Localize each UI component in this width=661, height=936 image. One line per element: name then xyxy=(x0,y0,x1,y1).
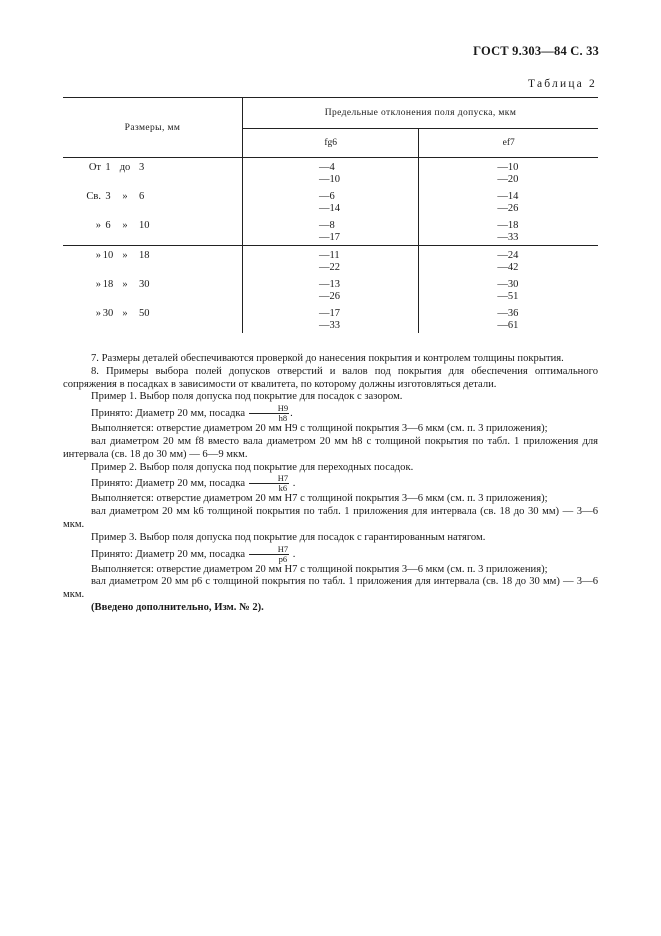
ef7-upper-deviation: —30 xyxy=(497,279,519,290)
body-text xyxy=(63,353,598,615)
table-row xyxy=(63,246,598,276)
size-prefix: От xyxy=(88,162,101,173)
example-2-execution-2: вал диаметром 20 мм k6 толщиной покрытия по табл. 1 приложения для интервала (св. 18 до 30 мм) — 3—6 мкм. xyxy=(63,506,598,530)
fg6-deviation-cell xyxy=(243,246,419,276)
fg6-lower-deviation: —17 xyxy=(319,231,340,243)
table-row xyxy=(63,187,598,216)
ef7-deviation-cell xyxy=(419,304,598,333)
fit-denominator-3: p6 xyxy=(278,553,288,564)
fit-denominator-2: k6 xyxy=(278,483,288,494)
ef7-deviation-cell xyxy=(419,187,598,216)
column-header-fg6: fg6 xyxy=(243,129,419,158)
size-range-cell xyxy=(63,304,243,333)
paragraph-8: 8. Примеры выбора полей допусков отверстий и валов под покрытия для обеспечения оптимального сопряжения в посадках в зависимости от квалитета, по которому должны изготовляться детали. xyxy=(63,365,598,390)
amendment-note: (Введено дополнительно, Изм. № 2). xyxy=(91,601,264,613)
example-1-title: Пример 1. Выбор поля допуска под покрытие для посадок с зазором. xyxy=(91,391,403,403)
fg6-lower-deviation: —22 xyxy=(319,261,340,273)
example-2-title: Пример 2. Выбор поля допуска под покрытие для переходных посадок. xyxy=(91,461,414,473)
page-header: ГОСТ 9.303—84 С. 33 xyxy=(473,44,599,58)
size-from: 6 xyxy=(105,220,111,231)
table-row xyxy=(63,304,598,333)
example-1-execution-2: вал диаметром 20 мм f8 вместо вала диаметром 20 мм h8 с толщиной покрытия по табл. 1 приложения для интервала (св. 18 до 30 мм) — 6—9 мкм. xyxy=(63,435,598,460)
size-connector: » xyxy=(122,191,128,202)
example-2-accepted xyxy=(63,474,598,493)
size-connector: до xyxy=(119,162,131,173)
fg6-upper-deviation: —8 xyxy=(319,220,335,231)
fg6-deviation-cell xyxy=(243,158,419,188)
deviation-group-header: Предельные отклонения поля допуска, мкм xyxy=(243,98,599,129)
fg6-upper-deviation: —17 xyxy=(319,308,340,319)
fit-denominator-1: h8 xyxy=(278,413,288,424)
example-3-accepted-text: Принято: Диаметр 20 мм, посадка xyxy=(91,548,246,560)
ef7-lower-deviation: —42 xyxy=(497,261,519,273)
size-from: 30 xyxy=(102,308,114,319)
size-range-cell xyxy=(63,216,243,246)
fit-fraction-1 xyxy=(249,404,289,423)
size-prefix: » xyxy=(95,308,101,319)
column-header-ef7: ef7 xyxy=(419,129,598,158)
ef7-deviation-cell xyxy=(419,246,598,276)
fg6-upper-deviation: —13 xyxy=(319,279,340,290)
fg6-deviation-cell xyxy=(243,187,419,216)
size-range-cell xyxy=(63,187,243,216)
ef7-deviation-cell xyxy=(419,216,598,246)
size-connector: » xyxy=(122,308,128,319)
ef7-upper-deviation: —36 xyxy=(497,308,519,319)
size-prefix: Св. xyxy=(86,191,101,202)
size-range-cell xyxy=(63,275,243,304)
size-range-cell xyxy=(63,158,243,188)
example-1-accepted xyxy=(63,404,598,423)
fit-fraction-3 xyxy=(249,545,289,564)
size-connector: » xyxy=(122,279,128,290)
fit-numerator-1: H9 xyxy=(249,404,289,414)
table-row xyxy=(63,275,598,304)
fg6-upper-deviation: —6 xyxy=(319,191,335,202)
example-1-execution-1: Выполняется: отверстие диаметром 20 мм H9 с толщиной покрытия 3—6 мкм (см. п. 3 приложения); xyxy=(91,423,548,435)
ef7-lower-deviation: —51 xyxy=(497,290,519,302)
size-from: 3 xyxy=(105,191,111,202)
size-prefix: » xyxy=(95,279,101,290)
size-from: 10 xyxy=(102,250,114,261)
fg6-deviation-cell xyxy=(243,275,419,304)
example-3-execution-2: вал диаметром 20 мм p6 с толщиной покрытия по табл. 1 приложения для интервала (св. 18 до 30 мм) — 3—6 мкм. xyxy=(63,576,598,601)
ef7-upper-deviation: —18 xyxy=(497,220,519,231)
fg6-deviation-cell xyxy=(243,216,419,246)
size-to: 50 xyxy=(139,308,150,319)
fit-fraction-2 xyxy=(249,474,289,493)
size-to: 3 xyxy=(139,162,145,173)
table-row xyxy=(63,216,598,246)
ef7-lower-deviation: —26 xyxy=(497,202,519,214)
size-prefix: » xyxy=(95,250,101,261)
ef7-lower-deviation: —20 xyxy=(497,173,519,185)
table-row xyxy=(63,158,598,188)
example-1-accepted-tail: . xyxy=(290,408,293,420)
size-from: 1 xyxy=(105,162,111,173)
size-connector: » xyxy=(122,250,128,261)
example-3-execution-1: Выполняется: отверстие диаметром 20 мм H7 с толщиной покрытия 3—6 мкм (см. п. 3 приложения); xyxy=(91,563,548,575)
fg6-lower-deviation: —10 xyxy=(319,173,340,185)
size-to: 10 xyxy=(139,220,150,231)
size-prefix: » xyxy=(95,220,101,231)
ef7-deviation-cell xyxy=(419,158,598,188)
example-2-execution-1: Выполняется: отверстие диаметром 20 мм H7 с толщиной покрытия 3—6 мкм (см. п. 3 приложения); xyxy=(91,493,548,505)
size-range-cell xyxy=(63,246,243,276)
ef7-upper-deviation: —10 xyxy=(497,162,519,173)
size-connector: » xyxy=(122,220,128,231)
fg6-lower-deviation: —26 xyxy=(319,290,340,302)
example-3-title: Пример 3. Выбор поля допуска под покрытие для посадок с гарантированным натягом. xyxy=(91,531,486,543)
example-3-accepted xyxy=(63,545,598,564)
example-3-accepted-tail: . xyxy=(292,548,296,560)
ef7-deviation-cell xyxy=(419,275,598,304)
size-to: 30 xyxy=(139,279,150,290)
size-from: 18 xyxy=(102,279,114,290)
example-2-accepted-text: Принято: Диаметр 20 мм, посадка xyxy=(91,478,246,490)
size-to: 18 xyxy=(139,250,150,261)
fit-numerator-2: H7 xyxy=(249,474,289,484)
ef7-upper-deviation: —24 xyxy=(497,250,519,261)
fg6-upper-deviation: —4 xyxy=(319,162,335,173)
fg6-upper-deviation: —11 xyxy=(319,250,340,261)
table-caption: Таблица 2 xyxy=(528,78,597,90)
example-2-accepted-tail: . xyxy=(292,478,296,490)
fit-numerator-3: H7 xyxy=(249,545,289,555)
size-column-header: Размеры, мм xyxy=(63,98,243,158)
paragraph-7: 7. Размеры деталей обеспечиваются проверкой до нанесения покрытия и контролем толщины покрытия. xyxy=(91,353,564,364)
fg6-lower-deviation: —14 xyxy=(319,202,340,214)
ef7-upper-deviation: —14 xyxy=(497,191,519,202)
ef7-lower-deviation: —61 xyxy=(497,319,519,331)
fg6-lower-deviation: —33 xyxy=(319,319,340,331)
fg6-deviation-cell xyxy=(243,304,419,333)
size-to: 6 xyxy=(139,191,145,202)
ef7-lower-deviation: —33 xyxy=(497,231,519,243)
tolerance-table xyxy=(63,97,598,333)
example-1-accepted-text: Принято: Диаметр 20 мм, посадка xyxy=(91,408,246,420)
